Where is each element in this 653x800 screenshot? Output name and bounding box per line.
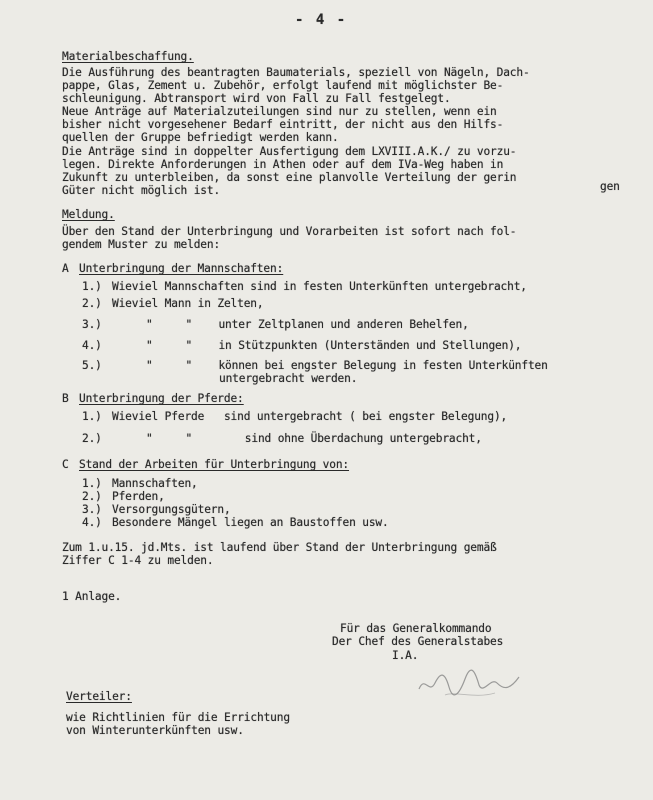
section-c-heading: Stand der Arbeiten für Unterbringung von:: [79, 458, 350, 471]
distribution-heading: Verteiler:: [66, 690, 132, 703]
material-line-trailing: gen: [600, 180, 620, 193]
list-item-text: " " können bei engster Belegung in festen Unterkünften: [146, 359, 548, 372]
signature-line: I.A.: [392, 649, 419, 662]
meldung-line: gendem Muster zu melden:: [62, 238, 221, 251]
list-item-number: 2.): [82, 490, 102, 503]
material-line: Neue Anträge auf Materialzuteilungen sind nur zu stellen, wenn ein: [62, 105, 497, 118]
list-item-text: " " sind ohne Überdachung untergebracht,: [146, 432, 482, 445]
list-item-number: 3.): [82, 503, 102, 516]
section-heading-material: Materialbeschaffung.: [62, 50, 194, 63]
list-item-number: 4.): [82, 339, 102, 352]
material-line: schleunigung. Abtransport wird von Fall zu Fall festgelegt.: [62, 92, 451, 105]
section-c-prefix: C: [62, 458, 76, 471]
list-item-text: Versorgungsgütern,: [112, 503, 231, 516]
list-item-text: Pferden,: [112, 490, 165, 503]
section-heading-meldung: Meldung.: [62, 208, 115, 221]
signature-line: Für das Generalkommando: [340, 622, 492, 635]
distribution-line: wie Richtlinien für die Errichtung: [66, 711, 290, 724]
material-line: pappe, Glas, Zement u. Zubehör, erfolgt laufend mit möglichster Be-: [62, 79, 504, 92]
material-line: legen. Direkte Anforderungen in Athen oder auf dem IVa-Weg haben in: [62, 158, 504, 171]
distribution-line: von Winterunterkünften usw.: [66, 724, 244, 737]
list-item-text: " " unter Zeltplanen und anderen Behelfen,: [146, 318, 469, 331]
page-number: - 4 -: [295, 12, 348, 28]
list-item-number: 1.): [82, 477, 102, 490]
list-item-number: 2.): [82, 432, 102, 445]
material-line: quellen der Gruppe befriedigt werden kann.: [62, 131, 339, 144]
list-item-text: " " in Stützpunkten (Unterständen und Stellungen),: [146, 339, 522, 352]
material-line: Zukunft zu unterbleiben, da sonst eine planvolle Verteilung der gerin: [62, 171, 517, 184]
list-item-text: untergebracht werden.: [219, 372, 358, 385]
list-item-number: 3.): [82, 318, 102, 331]
material-line: Die Anträge sind in doppelter Ausfertigung dem LXVIII.A.K./ zu vorzu-: [62, 145, 517, 158]
list-item-text: Wieviel Mann in Zelten,: [112, 297, 264, 310]
list-item-number: 4.): [82, 516, 102, 529]
list-item-number: 2.): [82, 297, 102, 310]
section-b-prefix: B: [62, 392, 76, 405]
list-item-text: Wieviel Pferde sind untergebracht ( bei engster Belegung),: [112, 410, 508, 423]
section-b-heading: Unterbringung der Pferde:: [79, 392, 244, 405]
material-line: Güter nicht möglich ist.: [62, 184, 221, 197]
handwritten-signature: [415, 665, 525, 705]
list-item-text: Besondere Mängel liegen an Baustoffen usw.: [112, 516, 389, 529]
closing-line: Zum 1.u.15. jd.Mts. ist laufend über Stand der Unterbringung gemäß: [62, 541, 497, 554]
attachment-note: 1 Anlage.: [62, 590, 122, 603]
list-item-text: Mannschaften,: [112, 477, 198, 490]
material-line: Die Ausführung des beantragten Baumaterials, speziell von Nägeln, Dach-: [62, 66, 530, 79]
list-item-text: Wieviel Mannschaften sind in festen Unterkünften untergebracht,: [112, 280, 527, 293]
list-item-number: 1.): [82, 410, 102, 423]
section-a-prefix: A: [62, 262, 76, 275]
section-a-heading: Unterbringung der Mannschaften:: [79, 262, 284, 275]
material-line: bisher nicht vorgesehener Bedarf eintritt, der nicht aus den Hilfs-: [62, 118, 504, 131]
list-item-number: 1.): [82, 280, 102, 293]
meldung-line: Über den Stand der Unterbringung und Vorarbeiten ist sofort nach fol-: [62, 225, 517, 238]
signature-line: Der Chef des Generalstabes: [332, 635, 504, 648]
closing-line: Ziffer C 1-4 zu melden.: [62, 554, 214, 567]
list-item-number: 5.): [82, 359, 102, 372]
